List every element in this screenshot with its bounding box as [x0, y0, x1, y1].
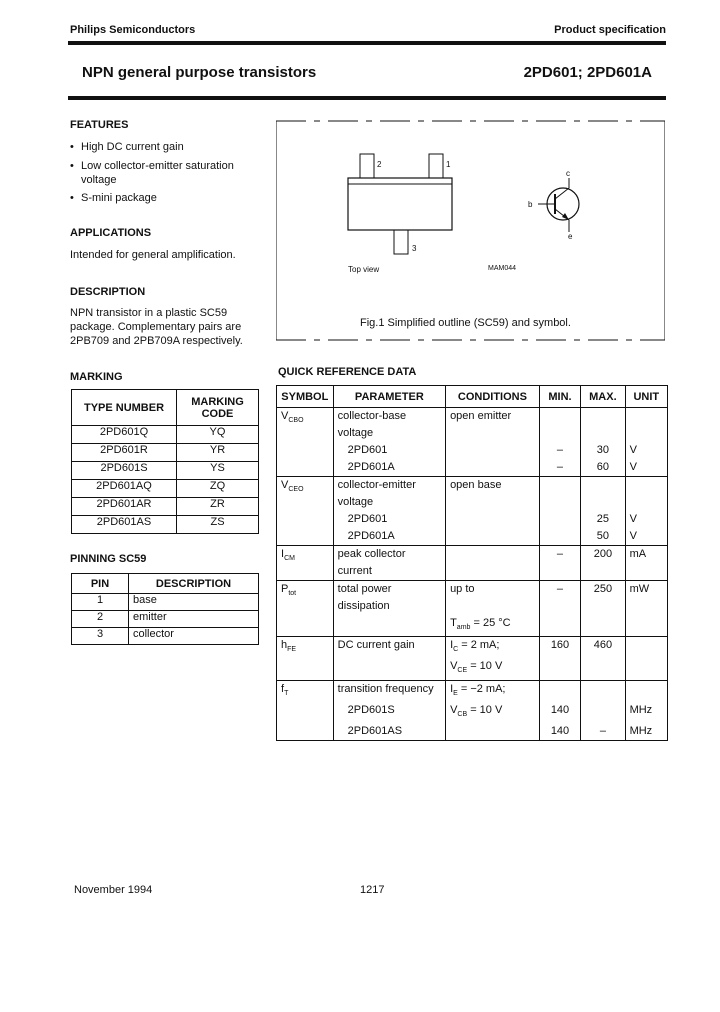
qrd-col-header: UNIT — [625, 386, 667, 408]
type-number: 2PD601AR — [72, 498, 177, 516]
marking-code: YS — [177, 462, 259, 480]
qrd-conditions: open emitter — [446, 408, 540, 443]
qrd-conditions: open base — [446, 477, 540, 512]
qrd-conditions: $I_E = -2$ mA; — [446, 680, 540, 702]
qrd-symbol — [277, 702, 334, 723]
pin-number: 2 — [72, 611, 129, 628]
marking-row — [72, 426, 259, 444]
qrd-col-header: SYMBOL — [277, 386, 334, 408]
qrd-row — [277, 442, 668, 459]
pin-description: collector — [129, 628, 259, 645]
header-rule-top — [68, 41, 666, 45]
qrd-max: 250 — [581, 581, 625, 616]
terminal-label: c — [566, 169, 570, 178]
qrd-max: – — [581, 723, 625, 741]
pin-label: 2 — [377, 160, 382, 169]
marking-code: YQ — [177, 426, 259, 444]
qrd-col-header: MIN. — [539, 386, 580, 408]
qrd-parameter: collector-base voltage — [333, 408, 445, 443]
qrd-min: 140 — [539, 723, 580, 741]
figure-caption: Fig.1 Simplified outline (SC59) and symbol. — [360, 317, 571, 329]
qrd-conditions — [446, 546, 540, 581]
qrd-max — [581, 408, 625, 443]
qrd-parameter: 2PD601S — [333, 702, 445, 723]
qrd-conditions — [446, 459, 540, 477]
marking-table — [71, 389, 259, 534]
qrd-heading: QUICK REFERENCE DATA — [278, 366, 417, 378]
feature-item: • High DC current gain — [70, 141, 184, 153]
qrd-parameter: transition frequency — [333, 680, 445, 702]
qrd-conditions — [446, 442, 540, 459]
qrd-unit — [625, 658, 667, 680]
qrd-symbol — [277, 459, 334, 477]
qrd-unit: V — [625, 528, 667, 546]
qrd-row — [277, 581, 668, 616]
qrd-max — [581, 658, 625, 680]
qrd-min — [539, 408, 580, 443]
part-number: 2PD601; 2PD601A — [523, 64, 652, 81]
qrd-conditions: up to — [446, 581, 540, 616]
qrd-col-header: MAX. — [581, 386, 625, 408]
qrd-symbol — [277, 658, 334, 680]
document-type: Product specification — [554, 24, 666, 36]
qrd-max — [581, 615, 625, 637]
qrd-parameter: peak collector current — [333, 546, 445, 581]
qrd-row — [277, 408, 668, 443]
footer-date: November 1994 — [74, 884, 153, 896]
figure-outline — [276, 120, 665, 341]
qrd-unit — [625, 615, 667, 637]
qrd-conditions: $V_{CE} = 10$ V — [446, 658, 540, 680]
qrd-symbol — [277, 723, 334, 741]
qrd-max: 60 — [581, 459, 625, 477]
marking-row — [72, 516, 259, 534]
pinning-row — [72, 628, 259, 645]
qrd-max: 25 — [581, 511, 625, 528]
qrd-unit: MHz — [625, 723, 667, 741]
pin-label: 1 — [446, 160, 451, 169]
qrd-unit: V — [625, 459, 667, 477]
sc59-outline-drawing — [276, 120, 665, 341]
qrd-row — [277, 528, 668, 546]
qrd-row — [277, 702, 668, 723]
qrd-col-header: PARAMETER — [333, 386, 445, 408]
qrd-parameter: 2PD601AS — [333, 723, 445, 741]
page-number: 1217 — [360, 884, 385, 896]
applications-heading: APPLICATIONS — [70, 227, 152, 239]
type-number: 2PD601AS — [72, 516, 177, 534]
feature-item: • S-mini package — [70, 192, 157, 204]
qrd-row — [277, 615, 668, 637]
qrd-symbol: $h_{FE}$ — [277, 637, 334, 659]
qrd-unit: mA — [625, 546, 667, 581]
qrd-min — [539, 658, 580, 680]
pinning-heading: PINNING SC59 — [70, 553, 147, 565]
qrd-conditions: $T_{amb} = 25$ °C — [446, 615, 540, 637]
qrd-col-header: CONDITIONS — [446, 386, 540, 408]
qrd-min: – — [539, 581, 580, 616]
qrd-min: 140 — [539, 702, 580, 723]
qrd-unit: V — [625, 511, 667, 528]
qrd-symbol: $I_{CM}$ — [277, 546, 334, 581]
marking-row — [72, 480, 259, 498]
marking-code: ZR — [177, 498, 259, 516]
pinning-row — [72, 594, 259, 611]
qrd-max — [581, 702, 625, 723]
qrd-min — [539, 615, 580, 637]
qrd-max: 30 — [581, 442, 625, 459]
qrd-parameter: 2PD601A — [333, 459, 445, 477]
qrd-parameter: DC current gain — [333, 637, 445, 659]
qrd-parameter — [333, 658, 445, 680]
pin-number: 1 — [72, 594, 129, 611]
qrd-conditions — [446, 528, 540, 546]
marking-row — [72, 498, 259, 516]
qrd-unit: V — [625, 442, 667, 459]
qrd-min — [539, 528, 580, 546]
qrd-min — [539, 680, 580, 702]
marking-row — [72, 462, 259, 480]
qrd-conditions: $I_C = 2$ mA; — [446, 637, 540, 659]
qrd-max: 460 — [581, 637, 625, 659]
qrd-parameter: total power dissipation — [333, 581, 445, 616]
qrd-symbol: $P_{tot}$ — [277, 581, 334, 616]
pin-description: base — [129, 594, 259, 611]
qrd-symbol: $V_{CEO}$ — [277, 477, 334, 512]
qrd-unit: mW — [625, 581, 667, 616]
quick-reference-table — [276, 385, 668, 741]
qrd-row — [277, 723, 668, 741]
qrd-max: 50 — [581, 528, 625, 546]
qrd-symbol — [277, 528, 334, 546]
qrd-max — [581, 680, 625, 702]
marking-col-code: MARKING CODE — [177, 390, 259, 426]
pinning-col-pin: PIN — [72, 574, 129, 594]
qrd-parameter: 2PD601 — [333, 442, 445, 459]
qrd-row — [277, 637, 668, 659]
qrd-min — [539, 511, 580, 528]
qrd-conditions — [446, 511, 540, 528]
description-text: NPN transistor in a plastic SC59 package. Complementary pairs are 2PB709 and 2PB709A respectively. — [70, 307, 243, 347]
qrd-unit — [625, 637, 667, 659]
qrd-symbol — [277, 615, 334, 637]
top-view-label: Top view — [348, 265, 380, 274]
qrd-row — [277, 658, 668, 680]
qrd-min: – — [539, 546, 580, 581]
company-name: Philips Semiconductors — [70, 24, 196, 36]
qrd-min: – — [539, 459, 580, 477]
qrd-min: 160 — [539, 637, 580, 659]
pin-description: emitter — [129, 611, 259, 628]
marking-col-type: TYPE NUMBER — [72, 390, 177, 426]
qrd-conditions: $V_{CB} = 10$ V — [446, 702, 540, 723]
qrd-symbol — [277, 511, 334, 528]
marking-row — [72, 444, 259, 462]
applications-text: Intended for general amplification. — [70, 249, 236, 261]
qrd-row — [277, 511, 668, 528]
marking-code: ZQ — [177, 480, 259, 498]
qrd-unit — [625, 408, 667, 443]
qrd-symbol — [277, 442, 334, 459]
type-number: 2PD601S — [72, 462, 177, 480]
qrd-row — [277, 459, 668, 477]
pin-label: 3 — [412, 244, 417, 253]
qrd-row — [277, 477, 668, 512]
terminal-label: e — [568, 232, 573, 241]
qrd-unit: MHz — [625, 702, 667, 723]
qrd-parameter: 2PD601 — [333, 511, 445, 528]
page-title: NPN general purpose transistors — [82, 64, 317, 81]
type-number: 2PD601R — [72, 444, 177, 462]
qrd-parameter — [333, 615, 445, 637]
pinning-row — [72, 611, 259, 628]
qrd-row — [277, 680, 668, 702]
qrd-unit — [625, 680, 667, 702]
marking-code: YR — [177, 444, 259, 462]
figure-code: MAM044 — [488, 265, 517, 272]
header-rule-bottom — [68, 96, 666, 100]
qrd-unit — [625, 477, 667, 512]
qrd-row — [277, 546, 668, 581]
terminal-label: b — [528, 200, 533, 209]
description-heading: DESCRIPTION — [70, 286, 146, 298]
qrd-min: – — [539, 442, 580, 459]
qrd-symbol: $V_{CBO}$ — [277, 408, 334, 443]
qrd-parameter: collector-emitter voltage — [333, 477, 445, 512]
qrd-parameter: 2PD601A — [333, 528, 445, 546]
marking-heading: MARKING — [70, 371, 123, 383]
feature-item: • Low collector-emitter saturation voltage — [70, 160, 234, 186]
qrd-conditions — [446, 723, 540, 741]
pin-number: 3 — [72, 628, 129, 645]
marking-code: ZS — [177, 516, 259, 534]
qrd-symbol: $f_T$ — [277, 680, 334, 702]
qrd-max: 200 — [581, 546, 625, 581]
pinning-col-description: DESCRIPTION — [129, 574, 259, 594]
qrd-max — [581, 477, 625, 512]
features-heading: FEATURES — [70, 119, 129, 131]
type-number: 2PD601Q — [72, 426, 177, 444]
qrd-min — [539, 477, 580, 512]
type-number: 2PD601AQ — [72, 480, 177, 498]
pinning-table — [71, 573, 259, 645]
